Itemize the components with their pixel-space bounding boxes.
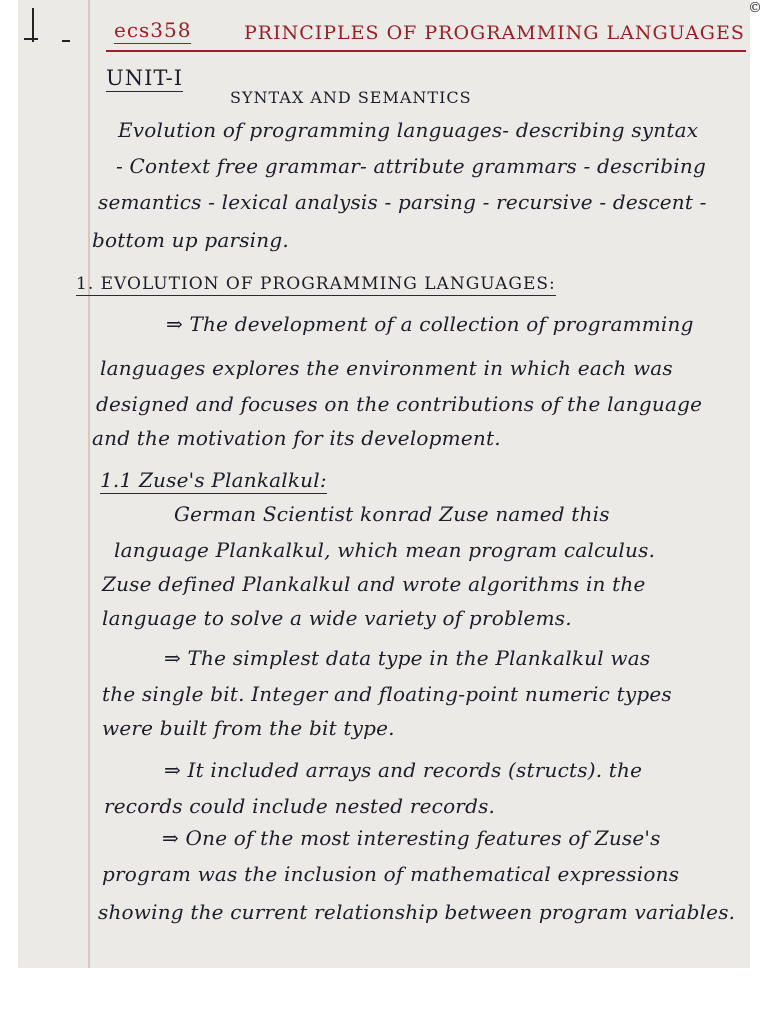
paragraph-line: ⇒ One of the most interesting features of Zuse's [162, 826, 661, 850]
course-code [114, 18, 191, 42]
syllabus-line: - Context free grammar- attribute grammars - describing [116, 154, 706, 178]
page-title: PRINCIPLES OF PROGRAMMING LANGUAGES [244, 22, 745, 44]
course-code-text: ecs358 [114, 18, 192, 42]
binding-mark [32, 8, 34, 42]
subsection-heading [100, 468, 327, 492]
paragraph-line: language Plankalkul, which mean program calculus. [114, 538, 656, 562]
paragraph-line: ⇒ The development of a collection of programming [166, 312, 694, 336]
subsection-heading-text: 1.1 Zuse's Plankalkul: [100, 468, 327, 492]
binding-mark [24, 38, 38, 40]
paragraph-line: languages explores the environment in which each was [100, 356, 673, 380]
unit-label [106, 66, 183, 90]
binding-mark [62, 40, 70, 42]
paragraph-line: ⇒ It included arrays and records (structs). the [164, 758, 643, 782]
paragraph-line: ⇒ The simplest data type in the Plankalkul was [164, 646, 651, 670]
page-corner-mark: © [748, 0, 762, 16]
paragraph-line: the single bit. Integer and floating-point numeric types [102, 682, 672, 706]
paragraph-line: and the motivation for its development. [92, 426, 501, 450]
notebook-page [18, 0, 750, 968]
margin-line [88, 0, 90, 968]
unit-subtitle: SYNTAX AND SEMANTICS [230, 88, 472, 107]
paragraph-line: German Scientist konrad Zuse named this [174, 502, 610, 526]
paragraph-line: showing the current relationship between program variables. [98, 900, 736, 924]
syllabus-line: Evolution of programming languages- describing syntax [118, 118, 699, 142]
section-heading-text: 1. EVOLUTION OF PROGRAMMING LANGUAGES: [76, 274, 556, 294]
syllabus-line: semantics - lexical analysis - parsing - recursive - descent - [98, 190, 707, 214]
unit-label-text: UNIT-I [106, 66, 184, 90]
header-rule [106, 50, 746, 52]
syllabus-line: bottom up parsing. [92, 228, 289, 252]
paragraph-line: designed and focuses on the contributions of the language [96, 392, 703, 416]
paragraph-line: were built from the bit type. [102, 716, 395, 740]
paragraph-line: program was the inclusion of mathematical expressions [102, 862, 680, 886]
paragraph-line: records could include nested records. [104, 794, 496, 818]
paragraph-line: Zuse defined Plankalkul and wrote algorithms in the [102, 572, 646, 596]
paragraph-line: language to solve a wide variety of problems. [102, 606, 572, 630]
section-heading [76, 274, 556, 294]
